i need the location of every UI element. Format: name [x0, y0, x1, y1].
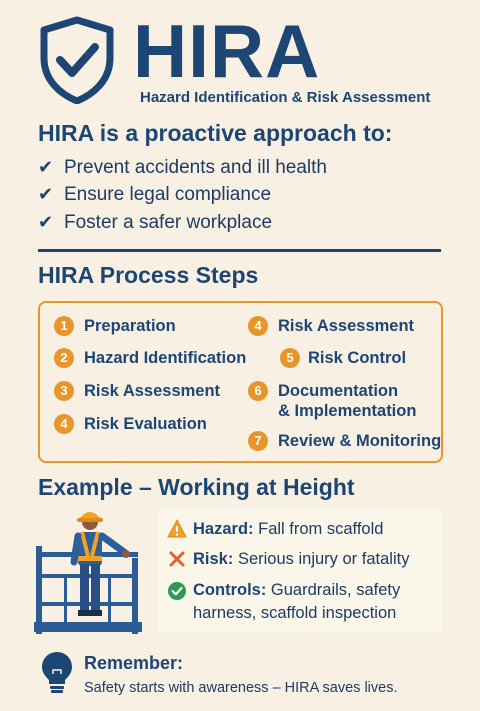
example-heading: Example – Working at Height: [38, 474, 355, 500]
step-number-badge: 4: [54, 414, 74, 434]
step-label: Risk Control: [308, 349, 407, 367]
step-label: Documentation: [278, 382, 399, 400]
step-label: Risk Evaluation: [84, 415, 207, 433]
lightbulb-icon: [40, 650, 74, 696]
check-icon: ✔: [38, 184, 54, 204]
intro-bullet: ✔ Foster a safer workplace: [38, 212, 273, 233]
step-number-badge: 5: [280, 348, 300, 368]
step-label: Risk Assessment: [278, 317, 415, 335]
worker-on-scaffold-illustration: [34, 506, 144, 638]
check-icon: ✔: [38, 212, 54, 232]
risk-line: Risk: Serious injury or fatality: [193, 550, 410, 568]
step-number-badge: 2: [54, 348, 74, 368]
intro-bullet: ✔ Prevent accidents and ill health: [38, 157, 327, 178]
step-label: Hazard Identification: [84, 349, 247, 367]
step-number-badge: 1: [54, 316, 74, 336]
shield-check-icon: [38, 16, 116, 104]
step-number-badge: 3: [54, 381, 74, 401]
remember-text: Safety starts with awareness – HIRA saves lives.: [84, 680, 398, 696]
step-number-badge: 6: [248, 381, 268, 401]
divider: [38, 249, 441, 252]
process-heading: HIRA Process Steps: [38, 262, 259, 288]
controls-line-continued: harness, scaffold inspection: [193, 604, 397, 622]
intro-bullet: ✔ Ensure legal compliance: [38, 184, 272, 205]
remember-label: Remember:: [84, 653, 184, 673]
cross-icon: [168, 550, 186, 568]
intro-heading: HIRA is a proactive approach to:: [38, 120, 393, 146]
step-label: Preparation: [84, 317, 176, 335]
step-label: Risk Assessment: [84, 382, 221, 400]
controls-line: Controls: Guardrails, safety: [193, 581, 401, 599]
step-number-badge: 7: [248, 431, 268, 451]
hazard-line: Hazard: Fall from scaffold: [193, 520, 384, 538]
page-title: HIRA: [133, 9, 321, 93]
check-icon: ✔: [38, 157, 54, 177]
step-label: Review & Monitoring: [278, 432, 442, 450]
step-label: & Implementation: [278, 402, 417, 420]
check-circle-icon: [167, 581, 187, 601]
step-number-badge: 4: [248, 316, 268, 336]
warning-icon: [167, 519, 187, 539]
page-subtitle: Hazard Identification & Risk Assessment: [140, 89, 431, 106]
